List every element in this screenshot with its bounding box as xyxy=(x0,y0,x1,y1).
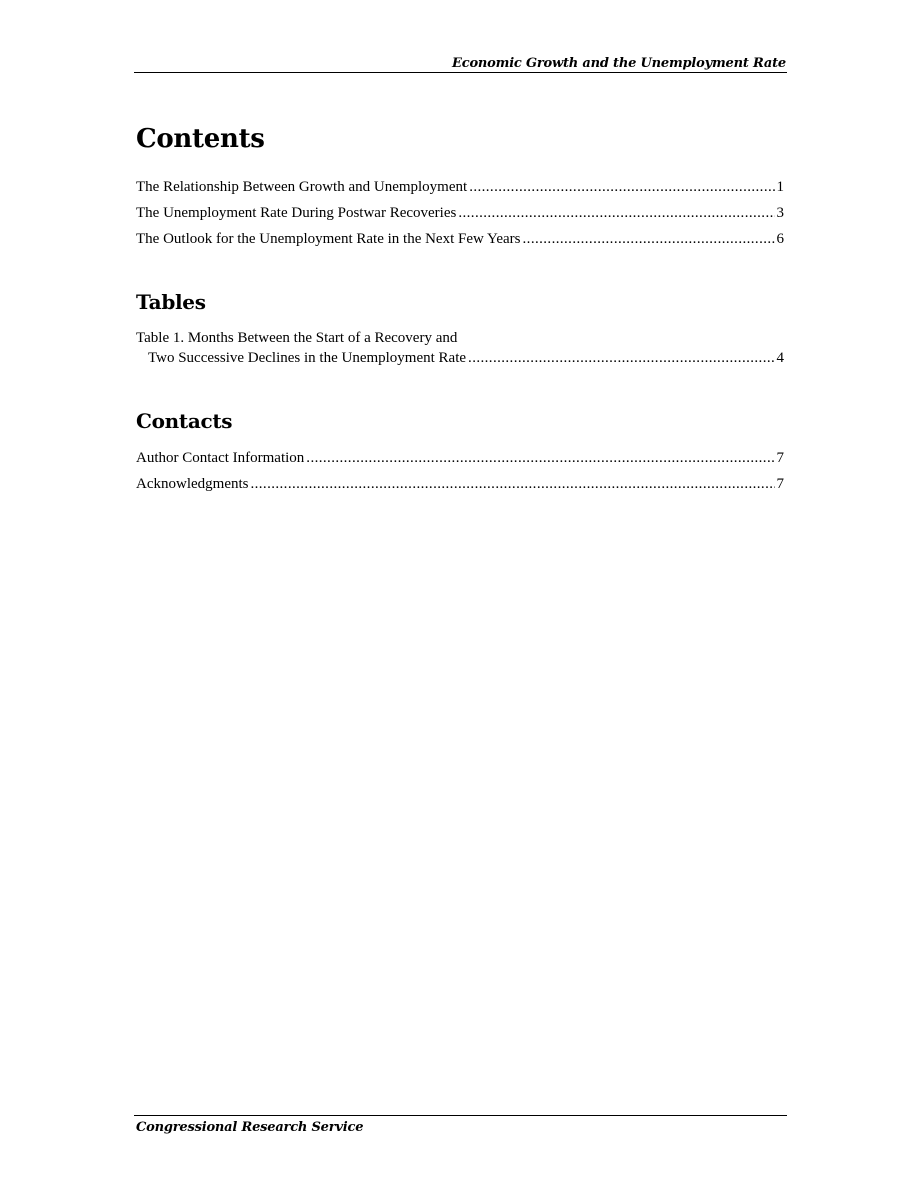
toc-entry-title-line1: Table 1. Months Between the Start of a Recovery and xyxy=(136,330,458,346)
contacts-heading: Contacts xyxy=(136,409,233,433)
toc-entry-page: 3 xyxy=(776,205,784,221)
header-rule xyxy=(134,72,787,73)
dot-leader xyxy=(458,204,774,222)
toc-entry-page: 6 xyxy=(776,231,784,247)
toc-entry[interactable] xyxy=(136,230,784,256)
toc-entry-title-line2: Two Successive Declines in the Unemployment Rate xyxy=(148,350,467,366)
tables-heading: Tables xyxy=(136,290,206,314)
contacts-list xyxy=(136,449,784,501)
toc-entry-title: Acknowledgments xyxy=(136,476,249,492)
toc-entry-title: The Outlook for the Unemployment Rate in the Next Few Years xyxy=(136,231,521,247)
toc-entry[interactable] xyxy=(136,178,784,204)
toc-entry[interactable] xyxy=(136,475,784,501)
footer-rule xyxy=(134,1115,787,1116)
dot-leader xyxy=(469,178,774,196)
dot-leader xyxy=(250,475,774,493)
toc-entry-title: The Unemployment Rate During Postwar Recoveries xyxy=(136,205,457,221)
dot-leader xyxy=(306,449,774,467)
dot-leader xyxy=(468,348,774,368)
toc-entry-title-line2-row xyxy=(136,348,784,368)
running-footer: Congressional Research Service xyxy=(136,1120,364,1135)
contents-heading: Contents xyxy=(136,124,265,154)
tables-list xyxy=(136,328,784,368)
dot-leader xyxy=(523,230,775,248)
toc-entry[interactable] xyxy=(136,204,784,230)
running-header: Economic Growth and the Unemployment Rate xyxy=(452,56,786,71)
toc-entry[interactable] xyxy=(136,449,784,475)
toc-entry-page: 1 xyxy=(776,179,784,195)
toc-entry-page: 4 xyxy=(776,350,784,366)
contents-list xyxy=(136,178,784,256)
toc-entry-page: 7 xyxy=(776,450,784,466)
toc-entry-title: Author Contact Information xyxy=(136,450,305,466)
toc-entry-title: The Relationship Between Growth and Unemployment xyxy=(136,179,468,195)
toc-entry-page: 7 xyxy=(776,476,784,492)
toc-entry[interactable] xyxy=(136,328,784,368)
